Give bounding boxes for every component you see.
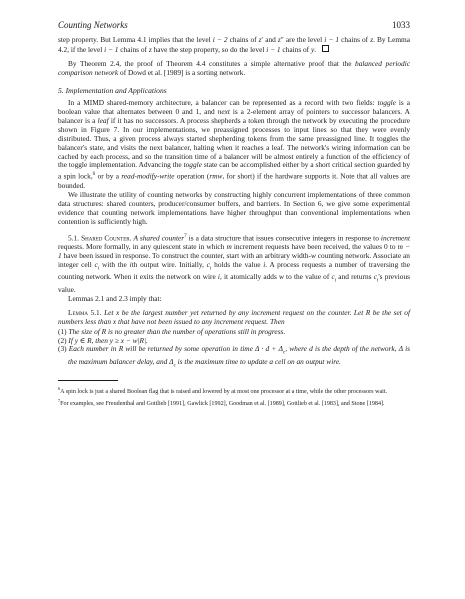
- text-run: .: [129, 233, 134, 243]
- section-heading: 5. Implementation and Applications: [58, 85, 167, 95]
- text-run: chains of: [227, 35, 259, 44]
- paragraph: [58, 191, 410, 227]
- running-header: [58, 20, 410, 31]
- text-run: i: [97, 265, 100, 272]
- text-run: (1): [58, 326, 69, 336]
- text-run: rmw: [209, 171, 223, 181]
- text-run: (2): [58, 335, 69, 345]
- text-run: z: [148, 44, 152, 54]
- text-run: i: [217, 272, 220, 282]
- paragraph: [58, 36, 410, 55]
- text-run: is a data structure that issues consecutive integers in response to: [186, 233, 381, 243]
- paragraph: [58, 99, 410, 191]
- text-run: A shared counter: [133, 233, 185, 243]
- text-run: is the maximum time to update a cell on an output wire.: [175, 356, 341, 366]
- text-run: toggle: [183, 160, 202, 170]
- text-run: c: [94, 259, 98, 269]
- text-run: i − 1: [324, 35, 340, 44]
- text-run: ″ are the level: [280, 35, 325, 44]
- text-run: increment requests have been received, the values 0 to: [231, 241, 398, 251]
- text-run: . A process requests a number of traversing the counting network. When it exits the network on wire: [58, 259, 410, 282]
- paragraph: [58, 60, 410, 78]
- list-item: [58, 345, 410, 370]
- text-run: i − 1: [266, 44, 281, 54]
- text-run: next: [217, 106, 230, 116]
- text-run: Each number in R will be returned by some operation in time Δ · d + Δ: [68, 344, 283, 354]
- text-run: We illustrate the utility of counting networks by constructing highly concurrent implementations of three common data structures: shared counters, producer/consumer buffers, and barriers. In Section 6, we give some experimental evidence that counting network implementations have higher throughput than conventional implementations when contention is sufficiently high.: [58, 189, 410, 226]
- text-run: , for short) if the hardware supports it. Note that all values are bounded.: [58, 171, 410, 190]
- text-run: leaf: [97, 115, 109, 125]
- text-run: is a 2-element array of pointers to successor balancers. A balancer is a: [58, 106, 410, 125]
- text-run: z: [258, 35, 262, 44]
- text-run: 6: [92, 171, 96, 178]
- text-run: chains of: [339, 35, 371, 44]
- footnote-text: [58, 397, 410, 408]
- text-run: Lemmas 2.1 and 2.3 imply that:: [68, 293, 162, 303]
- text-run: 5.1.: [68, 233, 82, 243]
- text-run: If y ∈ R, then y ≥ x − w|R|.: [68, 335, 148, 345]
- text-run: state can be accomplished either by a short critical section guarded by a spin lock,: [58, 160, 410, 181]
- text-run: c: [206, 259, 210, 269]
- text-run: 's previous value.: [58, 272, 410, 294]
- text-run: c: [173, 362, 176, 369]
- text-run: operation (: [174, 171, 210, 181]
- text-run: chains of: [280, 44, 311, 54]
- text-run: is a boolean value that alternates between 0 and 1, and: [58, 97, 410, 116]
- text-run: c: [282, 349, 286, 356]
- text-run: ′ and: [261, 35, 278, 44]
- footnote-divider: [58, 380, 118, 381]
- text-run: .: [314, 44, 317, 54]
- text-run: , where d is the depth of the network, Δ is the maximum balancer delay, and Δ: [68, 344, 411, 366]
- text-run: i: [334, 277, 337, 284]
- text-run: c: [331, 272, 335, 282]
- text-run: balanced periodic comparison network: [58, 58, 410, 77]
- text-run: w: [310, 250, 316, 260]
- text-run: and returns: [336, 272, 374, 282]
- paragraph: [58, 232, 410, 295]
- text-run: c: [373, 272, 377, 282]
- text-run: have the step property, so do the level: [151, 44, 267, 54]
- text-run: w: [278, 272, 284, 282]
- text-run: increment: [380, 233, 411, 243]
- text-run: of Dowd et al. [1989] is a sorting network.: [118, 67, 246, 77]
- text-run: Lemma 5.1: [68, 307, 100, 317]
- text-run: (3): [58, 344, 69, 354]
- text-run: i: [263, 259, 266, 269]
- paragraph: [58, 295, 410, 304]
- text-run: to the value of: [283, 272, 332, 282]
- text-run: Let x be the largest number yet returned by any increment request on the counter. Let R be the set of numbers less than x that have not been issued to any increment request. Then: [58, 307, 411, 326]
- text-run: have been issued in response. To construct the counter, start with an arbitrary width-: [61, 250, 311, 260]
- text-run: i: [209, 265, 212, 272]
- body-text: [58, 36, 410, 408]
- text-run: read-modify-write: [121, 171, 175, 181]
- text-run: toggle: [377, 97, 396, 107]
- paragraph: [58, 309, 410, 327]
- text-run: For examples, see Freudenthal and Gottlieb [1991], Gawlick [1992], Goodman et al. [1989], Gottlieb et al. [1983], and Stone [1984].: [60, 400, 385, 407]
- footnote-text: [58, 385, 410, 396]
- text-run: i − 1: [104, 44, 119, 54]
- text-run: y: [310, 44, 315, 54]
- text-run: 7: [184, 232, 187, 239]
- text-run: i: [129, 259, 132, 269]
- text-run: , it atomically adds: [219, 272, 279, 282]
- text-run: 7: [58, 397, 61, 403]
- text-run: step property. But Lemma 4.1 implies that the level: [58, 35, 213, 44]
- text-run: A spin lock is just a shared Boolean flag that is raised and lowered by at most one processor at a time, while the other processors wait.: [60, 389, 388, 396]
- text-run: m − 1: [58, 241, 410, 260]
- text-run: i − 2: [212, 35, 228, 44]
- text-run: i: [376, 277, 379, 284]
- text-run: th output wire. Initially,: [131, 259, 207, 269]
- text-run: . By Lemma 4.2, if the level: [58, 35, 411, 54]
- page-number: 1033: [392, 20, 410, 30]
- lemma-conditions-list: [58, 328, 410, 371]
- text-run: .: [99, 307, 105, 317]
- text-run: Shared Counter: [81, 233, 130, 243]
- text-run: 6: [58, 386, 61, 392]
- running-title: Counting Networks: [58, 20, 128, 30]
- text-run: holds the value: [211, 259, 264, 269]
- text-run: The size of R is no greater than the number of operations still in progress.: [68, 326, 286, 336]
- text-run: chains of: [118, 44, 149, 54]
- text-run: By Theorem 2.4, the proof of Theorem 4.4 constitutes a simple alternative proof that the: [68, 58, 356, 68]
- text-run: with the: [99, 259, 130, 269]
- text-run: z: [370, 35, 374, 44]
- footnote: [58, 397, 410, 408]
- page: [58, 20, 410, 408]
- text-run: if it has no successors. A process shepherds a token through the network by executing the procedure shown in Figure 7. In our implementations, we preassigned processes to input lines so that they were evenly distributed. Thus, a given process always started shepherding tokens from the same preassigned line. It toggles the balancer's state, and visits the next balancer, halting when it reaches a leaf. The network's wiring information can be cached by each process, and so the transition time of a balancer will be almost entirely a function of the efficiency of the toggle implementation. Advancing the: [58, 115, 410, 170]
- text-run: requests. More formally, in any quiescent state in which: [58, 241, 227, 251]
- text-run: counting network. Associate an integer cell: [58, 250, 410, 269]
- text-run: In a MIMD shared-memory architecture, a balancer can be represented as a record with two fields:: [68, 97, 378, 107]
- text-run: or by a: [95, 171, 122, 181]
- text-run: m: [226, 241, 232, 251]
- qed-icon: [322, 45, 329, 52]
- footnote: [58, 385, 410, 396]
- text-run: z: [277, 35, 281, 44]
